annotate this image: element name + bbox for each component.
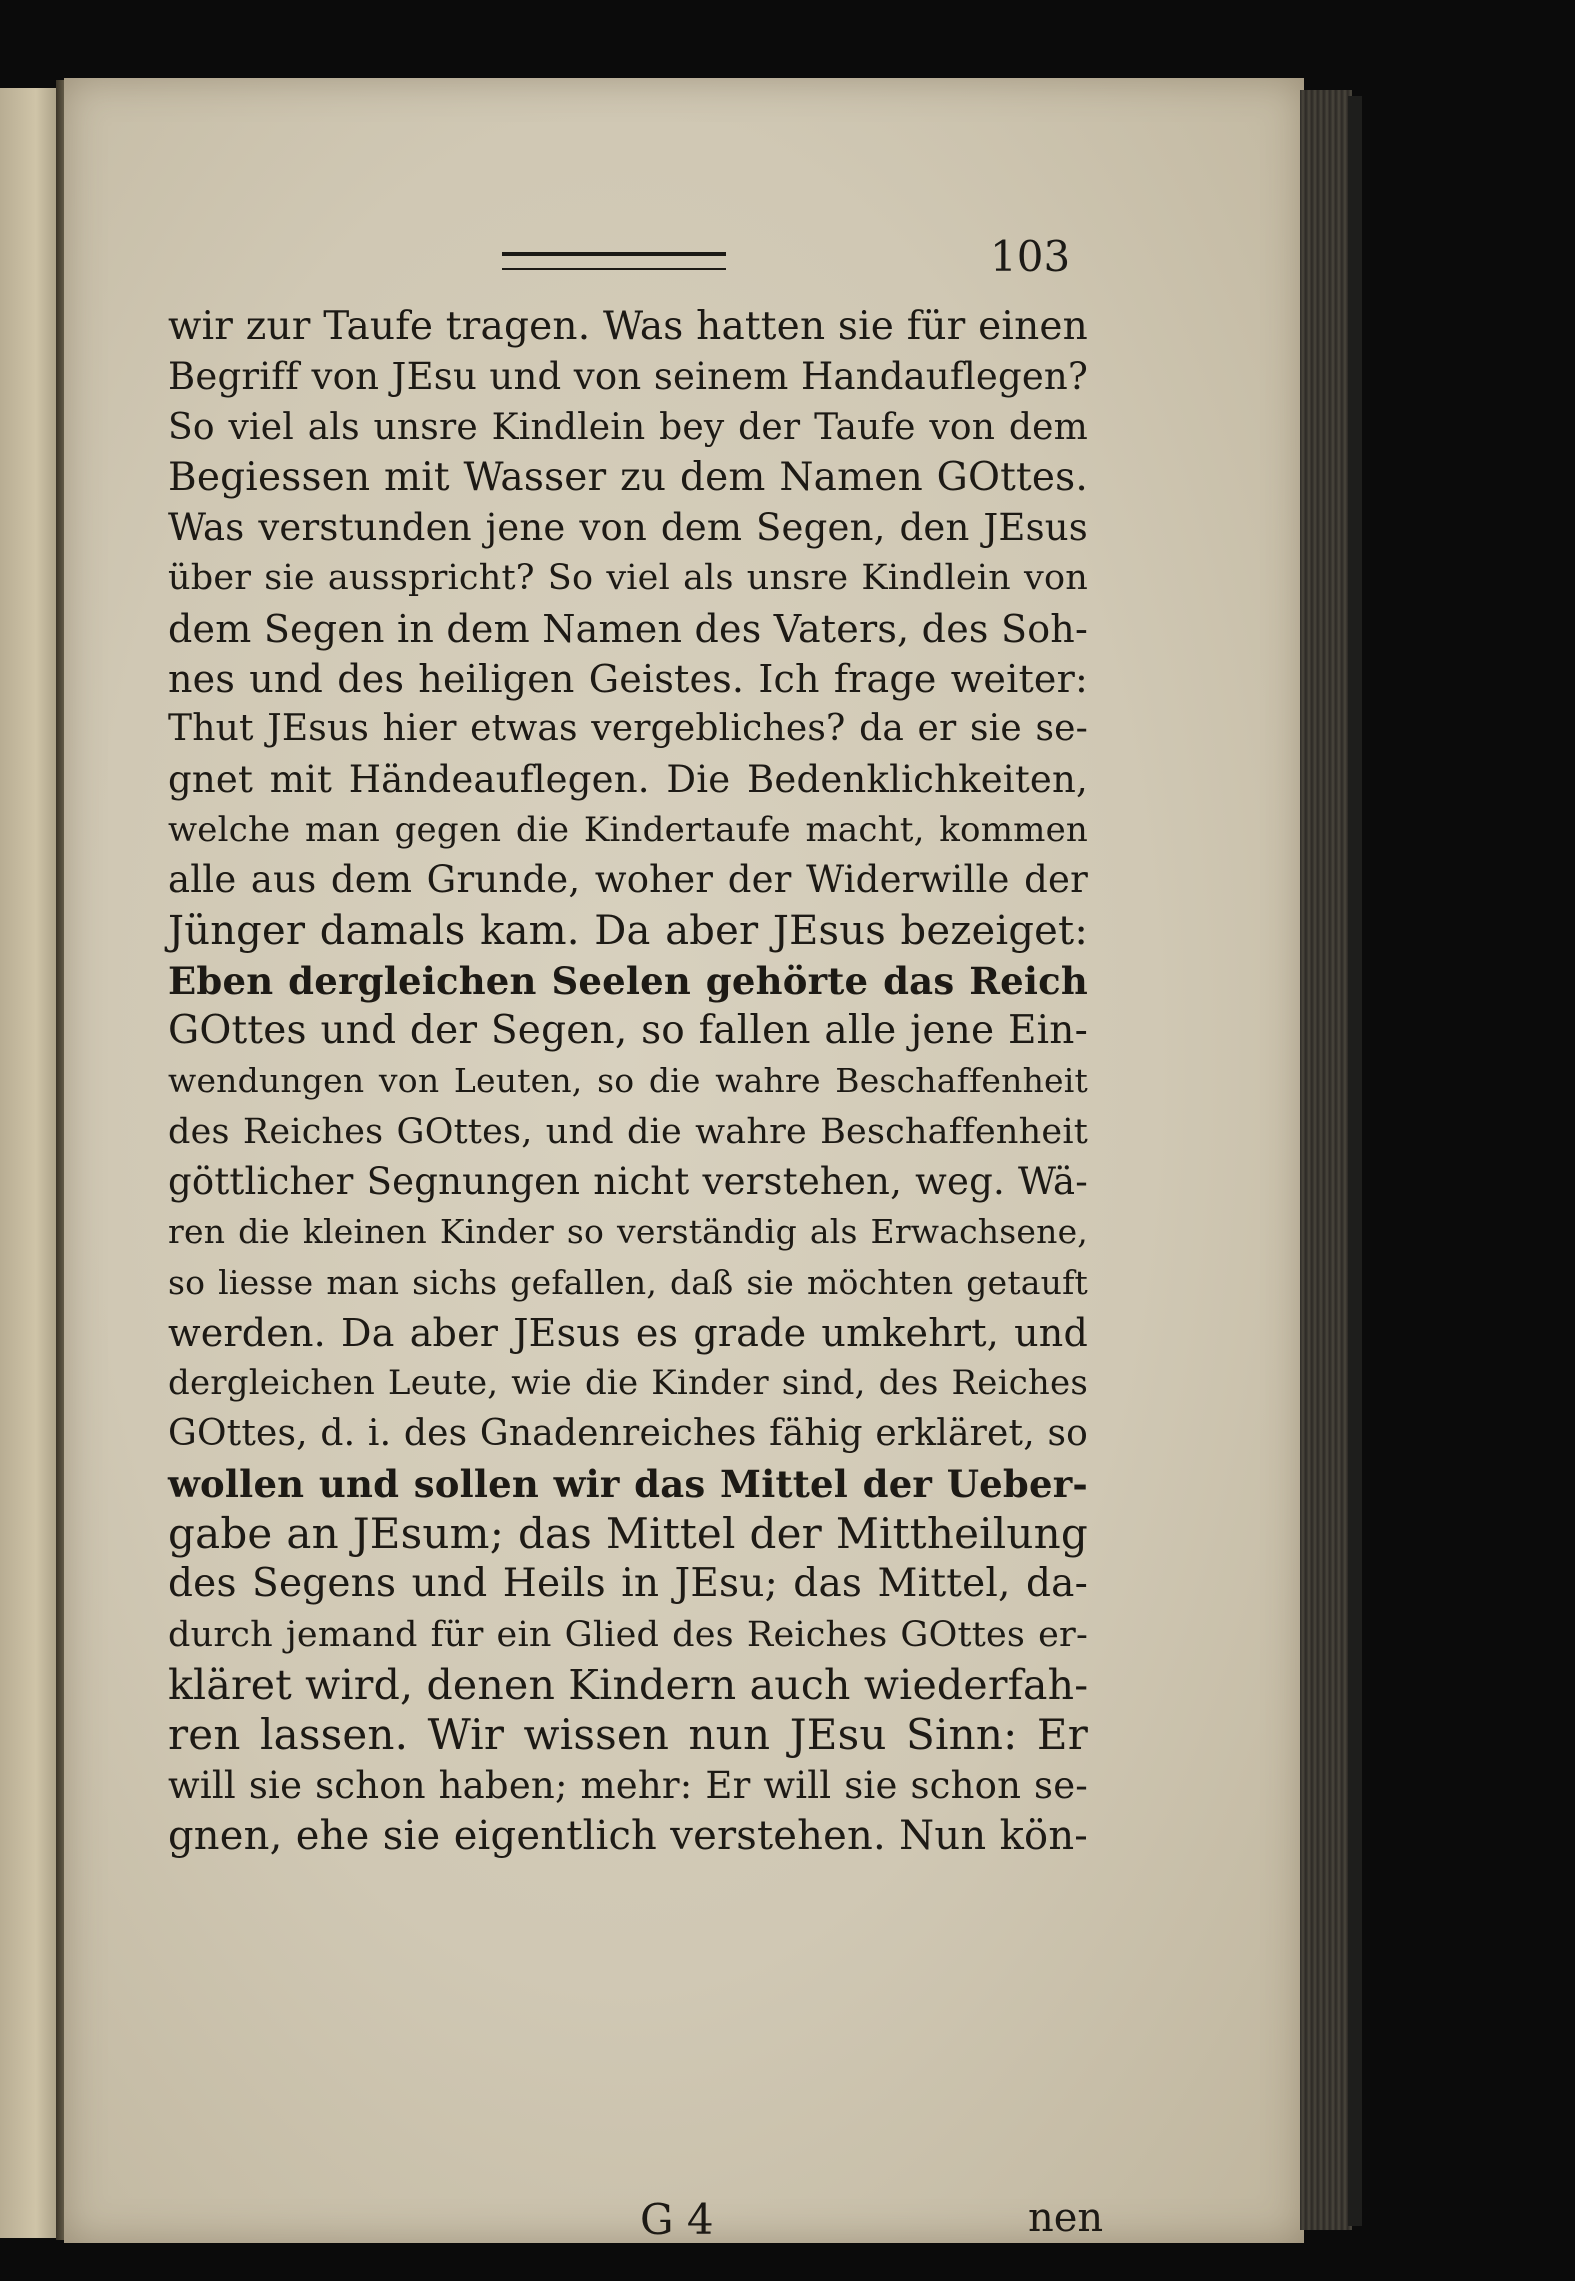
text-line: dergleichen Leute, wie die Kinder sind, des Reiches [168,1363,1088,1404]
text-line: des Segens und Heils in JEsu; das Mittel, da- [168,1561,1088,1607]
text-line: Jünger damals kam. Da aber JEsus bezeiget: [168,907,1088,954]
text-line: werden. Da aber JEsus es grade umkehrt, und [168,1310,1088,1355]
text-line: Thut JEsus hier etwas vergebliches? da er sie se- [168,708,1088,750]
body-text [168,302,1088,1861]
text-line: Begiessen mit Wasser zu dem Namen GOttes. [168,454,1088,500]
text-line: so liesse man sichs gefallen, daß sie möchten getauft [168,1262,1088,1302]
text-line: göttlicher Segnungen nicht verstehen, weg. Wä- [168,1160,1088,1204]
text-line: will sie schon haben; mehr: Er will sie schon se- [168,1763,1088,1807]
text-line: Eben dergleichen Seelen gehörte das Reich [168,958,1088,1003]
text-line: GOttes, d. i. des Gnadenreiches fähig erkläret, so [168,1412,1088,1454]
text-line: GOttes und der Segen, so fallen alle jene Ein- [168,1008,1088,1054]
text-line: wollen und sollen wir das Mittel der Ueber- [168,1461,1088,1506]
text-line: gnet mit Händeauflegen. Die Bedenklichkeiten, [168,757,1088,801]
text-line: gabe an JEsum; das Mittel der Mittheilung [168,1509,1088,1559]
signature-mark: G 4 [640,2195,714,2244]
page-stack-edge [1300,90,1352,2230]
text-line: kläret wird, denen Kindern auch wiederfah- [168,1661,1089,1710]
text-line: durch jemand für ein Glied des Reiches GOttes er- [168,1614,1088,1655]
text-line: ren lassen. Wir wissen nun JEsu Sinn: Er [168,1710,1088,1760]
catchword: nen [1028,2195,1104,2241]
text-line: alle aus dem Grunde, woher der Widerwille der [168,858,1088,902]
page-number: 103 [990,232,1071,281]
text-line: dem Segen in dem Namen des Vaters, des Soh- [168,606,1088,651]
text-line: wendungen von Leuten, so die wahre Beschaffenheit [168,1061,1088,1101]
text-line: nes und des heiligen Geistes. Ich frage weiter: [168,657,1088,702]
text-line: wir zur Taufe tragen. Was hatten sie für einen [168,304,1088,349]
facing-page-edge [0,88,60,2238]
text-line: welche man gegen die Kindertaufe macht, kommen [168,809,1088,850]
text-line: des Reiches GOttes, und die wahre Beschaffenheit [168,1111,1088,1152]
header-rule [502,252,726,270]
text-line: über sie ausspricht? So viel als unsre Kindlein von [168,558,1088,599]
text-line: gnen, ehe sie eigentlich verstehen. Nun kön- [168,1812,1088,1859]
cover-edge [1348,96,1362,2226]
text-line: ren die kleinen Kinder so verständig als Erwachsene, [168,1212,1088,1252]
text-line: So viel als unsre Kindlein bey der Taufe von dem [168,406,1088,448]
text-line: Begriff von JEsu und von seinem Handauflegen? [168,355,1088,399]
text-line: Was verstunden jene von dem Segen, den JEsus [168,506,1088,550]
